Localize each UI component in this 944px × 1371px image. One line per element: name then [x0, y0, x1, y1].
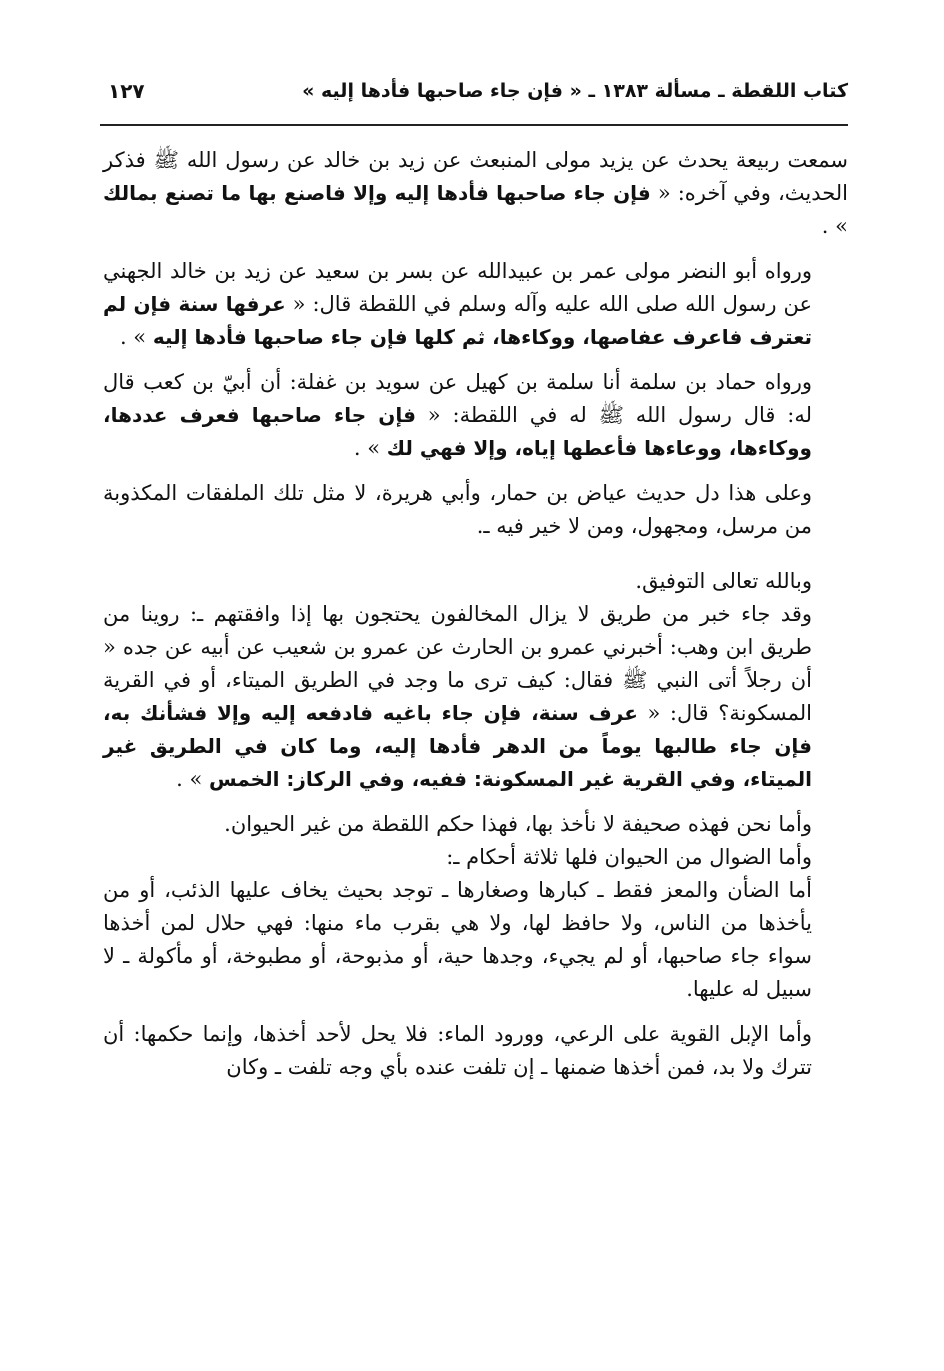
text-run: وبالله تعالى التوفيق. [635, 569, 812, 593]
paragraph-3 [103, 366, 848, 465]
paragraph-10 [103, 1018, 848, 1084]
paragraph-2 [103, 255, 848, 354]
text-run: » . [821, 214, 848, 238]
text-run: وأما الإبل القوية على الرعي، وورود الماء: فلا يحل لأحد أخذها، وإنما حكمها: أن تترك ولا بد، فمن أخذها ضمنها ـ إن تلفت عنده بأي وجه تلفت ـ وكان [103, 1022, 812, 1079]
body-text [103, 144, 848, 1096]
paragraph-7 [103, 808, 848, 841]
text-run: ورواه حماد بن سلمة أنا سلمة بن كهيل عن سويد بن غفلة: أن أبيّ بن كعب قال له: قال رسول الله ﷺ له في اللقطة: « [103, 370, 812, 427]
text-run: سمعت ربيعة يحدث عن يزيد مولى المنبعث عن زيد بن خالد عن رسول الله ﷺ فذكر الحديث، وفي آخره: « [103, 148, 848, 205]
header-divider [100, 124, 848, 126]
text-run: وعلى هذا دل حديث عياض بن حمار، وأبي هريرة، لا مثل تلك الملفقات المكذوبة من مرسل، ومجهول، ومن لا خير فيه ـ. [103, 481, 812, 538]
text-run: » . [353, 436, 387, 460]
paragraph-5 [103, 565, 848, 598]
text-run: ورواه أبو النضر مولى عمر بن عبيدالله عن بسر بن سعيد عن زيد بن خالد الجهني عن رسول الله صلى الله عليه وآله وسلم في اللقطة قال: « [103, 259, 812, 316]
paragraph-8 [103, 841, 848, 874]
page-header [100, 76, 848, 116]
paragraph-1 [103, 144, 848, 243]
hadith-quote: فإن جاء صاحبها فأدها إليه وإلا فاصنع بها ما تصنع بمالك [103, 181, 651, 205]
running-title: كتاب اللقطة ـ مسألة ١٣٨٣ ـ « فإن جاء صاحبها فأدها إليه » [302, 80, 848, 102]
hadith-quote: عرفها سنة فإن لم تعترف فاعرف عفاصها، ووكاءها، ثم كلها فإن جاء صاحبها فأدها إليه [103, 292, 812, 349]
paragraph-6 [103, 598, 848, 796]
text-run: وقد جاء خبر من طريق لا يزال المخالفون يحتجون بها إذا وافقتهم ـ: روينا من طريق ابن وهب: أخبرني عمرو بن الحارث عن عمرو بن شعيب عن أبيه عن جده « أن رجلاً أتى النبي ﷺ فقال: كيف ترى ما وجد في الطريق الميتاء، أو في القرية المسكونة؟ قال: « [103, 602, 812, 725]
paragraph-9 [103, 874, 848, 1006]
text-run: وأما الضوال من الحيوان فلها ثلاثة أحكام ـ: [446, 845, 812, 869]
page-number: ١٢٧ [108, 79, 145, 103]
text-run: أما الضأن والمعز فقط ـ كبارها وصغارها ـ توجد بحيث يخاف عليها الذئب، أو من يأخذها من الناس، ولا حافظ لها، ولا هي بقرب ماء منها: فهي حلال لمن أخذها سواء جاء صاحبها، أو لم يجيء، وجدها حية، أو مذبوحة، أو مطبوخة، أو مأكولة ـ لا سبيل له عليها. [103, 878, 812, 1001]
text-run: وأما نحن فهذه صحيفة لا نأخذ بها، فهذا حكم اللقطة من غير الحيوان. [224, 812, 812, 836]
paragraph-4 [103, 477, 848, 543]
hadith-quote: عرف سنة، فإن جاء باغيه فادفعه إليه وإلا فشأنك به، فإن جاء طالبها يوماً من الدهر فأدها إليه، وما كان في الطريق غير الميتاء، وفي القرية غير المسكونة: ففيه، وفي الركاز: الخمس [103, 701, 812, 791]
hadith-quote: فإن جاء صاحبها فعرف عددها، ووكاءها، ووعاءها فأعطها إياه، وإلا فهي لك [103, 403, 812, 460]
text-run: » . [176, 767, 209, 791]
text-run: » . [119, 325, 153, 349]
